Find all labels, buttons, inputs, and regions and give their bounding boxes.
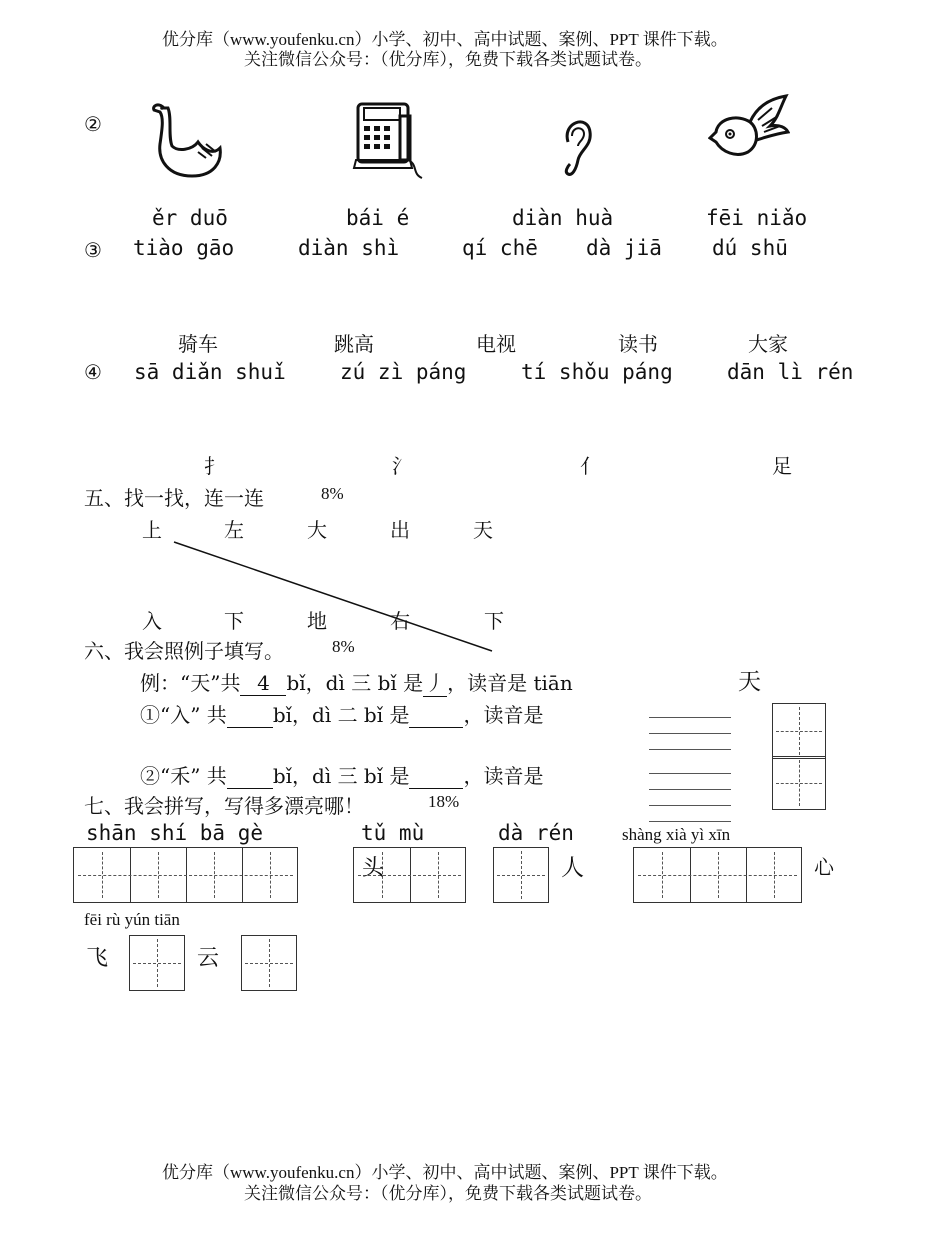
section-6-score: 8% bbox=[332, 637, 355, 656]
s5-bottom-4: 右 bbox=[390, 609, 410, 633]
s6-q1-c: ，读音是 bbox=[463, 703, 544, 727]
s6-example-c: ，读音是 tiān bbox=[447, 671, 573, 695]
s5-bottom-1: 入 bbox=[142, 609, 162, 633]
s5-top-1: 上 bbox=[142, 518, 162, 542]
s6-q1-stroke-blank[interactable] bbox=[409, 703, 463, 728]
writing-box-ru-2[interactable] bbox=[129, 935, 185, 991]
s6-q2-a: ②“禾” 共 bbox=[140, 764, 227, 788]
s6-q1-a: ①“入” 共 bbox=[140, 703, 227, 727]
writing-grid-shang-xia-yi[interactable] bbox=[633, 847, 802, 903]
s6-example-char: 天 bbox=[738, 669, 761, 695]
q4-radical-1: 扌 bbox=[204, 454, 224, 478]
q4-marker: ④ bbox=[84, 360, 102, 384]
q2-marker: ② bbox=[84, 112, 102, 136]
q2-pinyin-3: diàn huà bbox=[512, 206, 614, 230]
s6-q2-stroke-blank[interactable] bbox=[409, 764, 463, 789]
s6-example bbox=[140, 667, 573, 697]
s6-q2-b: bǐ，dì 三 bǐ 是 bbox=[272, 764, 410, 788]
s5-top-2: 左 bbox=[224, 518, 244, 542]
s6-example-a: 例：“天”共 bbox=[140, 671, 241, 695]
writing-box-tian[interactable] bbox=[241, 935, 297, 991]
s5-bottom-2: 下 bbox=[224, 609, 244, 633]
q2-pinyin-1: ěr duō bbox=[152, 206, 228, 230]
q3-pinyin-1: tiào gāo bbox=[133, 236, 235, 260]
s6-example-stroke: 丿 bbox=[423, 667, 447, 697]
q4-pinyin-2: zú zì páng bbox=[340, 360, 467, 384]
s5-top-3: 大 bbox=[307, 518, 327, 542]
section-6-title: 六、我会照例子填写。 bbox=[84, 639, 284, 663]
q4-pinyin-4: dān lì rén bbox=[727, 360, 854, 384]
s5-top-4: 出 bbox=[390, 518, 410, 542]
q3-word-5: 大家 bbox=[748, 332, 788, 356]
q4-radical-4: 足 bbox=[772, 454, 792, 478]
q3-word-3: 电视 bbox=[476, 332, 516, 356]
section-5-score: 8% bbox=[321, 484, 344, 503]
s5-bottom-5: 下 bbox=[484, 609, 504, 633]
q3-word-4: 读书 bbox=[618, 332, 658, 356]
writing-grid-shan-shi-ba-ge[interactable] bbox=[73, 847, 298, 903]
header-line-2: 关注微信公众号：（优分库），免费下载各类试题试卷。 bbox=[244, 50, 652, 69]
s6-q1 bbox=[140, 699, 543, 728]
writing-box-he[interactable] bbox=[772, 756, 826, 810]
q3-word-2: 跳高 bbox=[334, 332, 374, 356]
s5-bottom-3: 地 bbox=[307, 609, 327, 633]
s7-pinyin-1: shān shí bā gè bbox=[86, 821, 264, 845]
s6-q2-count-blank[interactable] bbox=[227, 764, 273, 789]
q4-radical-2: 氵 bbox=[392, 454, 412, 478]
header-line-1: 优分库（www.youfenku.cn）小学、初中、高中试题、案例、PPT 课件下载。 bbox=[162, 30, 728, 49]
s6-q2 bbox=[140, 760, 543, 789]
section-7-score: 18% bbox=[428, 792, 460, 811]
s6-q2-c: ，读音是 bbox=[463, 764, 544, 788]
s7-pinyin-4: shàng xià yì xīn bbox=[622, 825, 731, 844]
footer-line-1: 优分库（www.youfenku.cn）小学、初中、高中试题、案例、PPT 课件下载。 bbox=[162, 1163, 728, 1182]
q4-pinyin-1: sā diǎn shuǐ bbox=[134, 360, 286, 384]
q2-pinyin-2: bái é bbox=[346, 206, 410, 230]
s7-char-tou: 头 bbox=[362, 856, 385, 881]
s7-pinyin-2: tǔ mù bbox=[361, 821, 425, 845]
s6-q1-count-blank[interactable] bbox=[227, 703, 273, 728]
q4-radical-3: 亻 bbox=[580, 454, 600, 478]
s7-char-fei: 飞 bbox=[86, 946, 109, 971]
q3-pinyin-2: diàn shì bbox=[298, 236, 400, 260]
q3-pinyin-3: qí chē bbox=[462, 236, 538, 260]
s6-example-b: bǐ，dì 三 bǐ 是 bbox=[286, 671, 424, 695]
s5-top-5: 天 bbox=[473, 518, 493, 542]
q3-marker: ③ bbox=[84, 238, 102, 262]
s7-pinyin-5: fēi rù yún tiān bbox=[84, 910, 180, 929]
s6-q1-b: bǐ，dì 二 bǐ 是 bbox=[272, 703, 410, 727]
s7-char-yun: 云 bbox=[197, 946, 220, 971]
q3-word-1: 骑车 bbox=[178, 332, 218, 356]
s7-pinyin-3: dà rén bbox=[498, 821, 574, 845]
s7-char-xin: 心 bbox=[814, 855, 834, 879]
s6-example-count: 4 bbox=[240, 671, 286, 696]
footer-line-2: 关注微信公众号：（优分库），免费下载各类试题试卷。 bbox=[244, 1184, 652, 1203]
q4-pinyin-3: tí shǒu páng bbox=[521, 360, 673, 384]
section-7-title: 七、我会拼写，写得多漂亮哪！ bbox=[84, 794, 364, 818]
writing-box-da[interactable] bbox=[493, 847, 549, 903]
q2-pinyin-4: fēi niǎo bbox=[706, 206, 808, 230]
q3-pinyin-4: dà jiā bbox=[586, 236, 662, 260]
s7-char-ren: 人 bbox=[561, 855, 584, 881]
q3-pinyin-5: dú shū bbox=[712, 236, 788, 260]
section-5-title: 五、找一找，连一连 bbox=[84, 486, 264, 510]
writing-box-ru[interactable] bbox=[772, 703, 826, 759]
